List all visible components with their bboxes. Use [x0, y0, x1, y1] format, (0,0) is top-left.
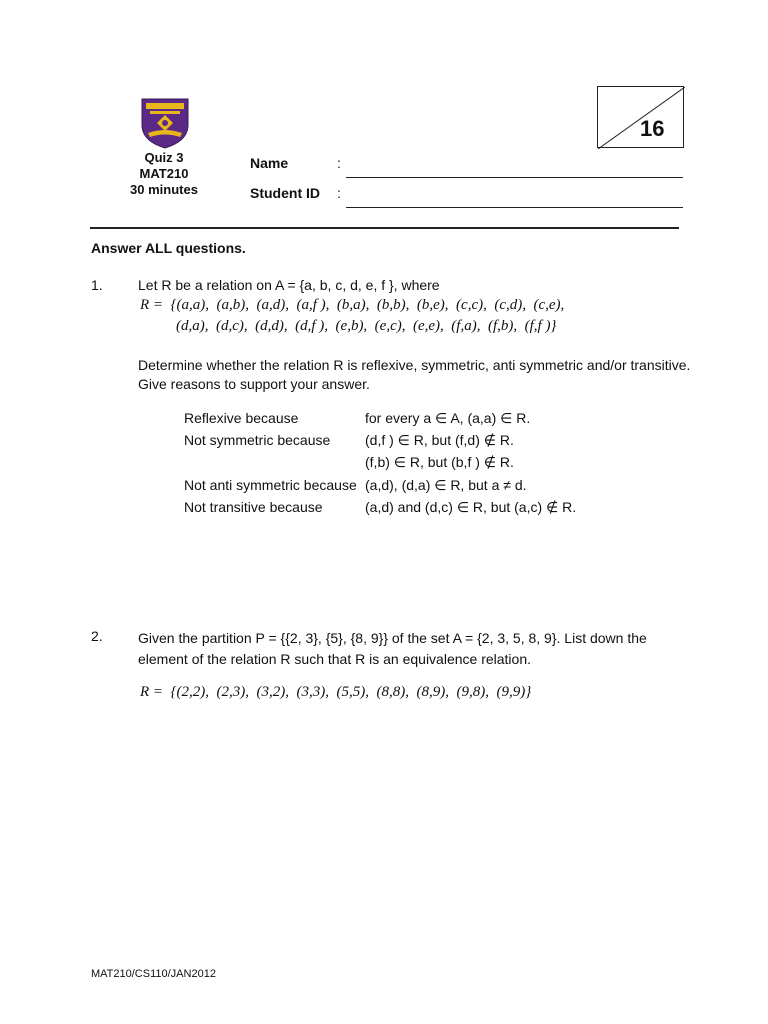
instruction: Answer ALL questions. — [91, 240, 246, 256]
header-divider — [90, 227, 679, 229]
name-field[interactable] — [346, 177, 683, 178]
question-1-intro: Let R be a relation on A = {a, b, c, d, e, f }, where — [138, 277, 440, 293]
student-id-label: Student ID — [250, 185, 320, 201]
question-2-number: 2. — [91, 628, 103, 644]
student-id-colon: : — [337, 185, 341, 201]
question-1-number: 1. — [91, 277, 103, 293]
course-code: MAT210 — [139, 166, 189, 181]
quiz-info — [120, 150, 208, 198]
answer-label-transitive: Not transitive because — [184, 499, 323, 515]
footer-code: MAT210/CS110/JAN2012 — [91, 968, 216, 980]
answer-reason-transitive: (a,d) and (d,c) ∈ R, but (a,c) ∉ R. — [365, 499, 577, 515]
question-2-text: Given the partition P = {{2, 3}, {5}, {8, 9}} of the set A = {2, 3, 5, 8, 9}. List down the element of the relation R such that R is an equivalence relation. — [138, 630, 647, 667]
quiz-label: Quiz 3 — [144, 150, 184, 165]
answer-reason-reflexive: for every a ∈ A, (a,a) ∈ R. — [365, 410, 531, 426]
question-2-answer: R = {(2,2), (2,3), (3,2), (3,3), (5,5), (8,8), (8,9), (9,8), (9,9)} — [140, 684, 532, 700]
quiz-duration: 30 minutes — [130, 182, 198, 197]
question-1-relation-line-2: (d,a), (d,c), (d,d), (d,f ), (e,b), (e,c), (e,e), (f,a), (f,b), (f,f )} — [176, 318, 557, 334]
answer-reason-antisymmetric: (a,d), (d,a) ∈ R, but a ≠ d. — [365, 477, 527, 493]
question-1-task: Determine whether the relation R is reflexive, symmetric, anti symmetric and/or transitive. Give reasons to support your answer. — [138, 357, 691, 392]
answer-reason-symmetric-2: (f,b) ∈ R, but (b,f ) ∉ R. — [365, 454, 514, 470]
university-crest-icon — [140, 97, 190, 149]
answer-label-antisymmetric: Not anti symmetric because — [184, 477, 357, 493]
answer-label-symmetric: Not symmetric because — [184, 432, 331, 448]
answer-label-reflexive: Reflexive because — [184, 410, 299, 426]
answer-reason-symmetric-1: (d,f ) ∈ R, but (f,d) ∉ R. — [365, 432, 514, 448]
name-label: Name — [250, 155, 289, 171]
total-score: 16 — [640, 116, 665, 141]
name-colon: : — [337, 155, 341, 171]
question-1-relation-line-1: R = {(a,a), (a,b), (a,d), (a,f ), (b,a), (b,b), (b,e), (c,c), (c,d), (c,e), — [140, 297, 565, 313]
student-id-field[interactable] — [346, 207, 683, 208]
